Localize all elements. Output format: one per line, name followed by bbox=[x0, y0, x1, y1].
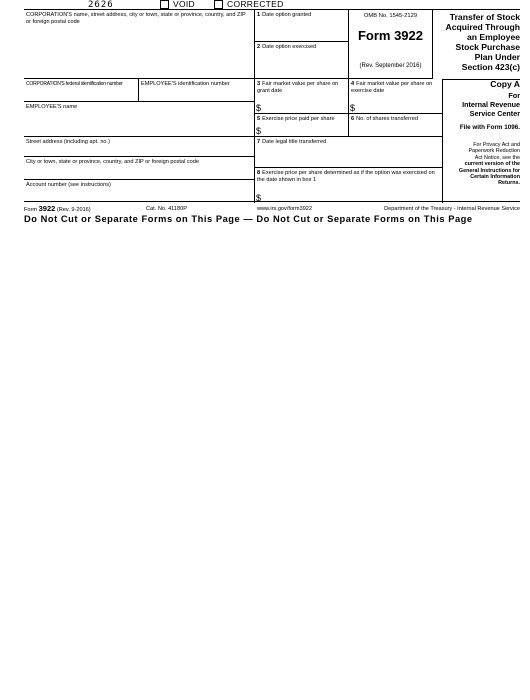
footer-catalog-number: Cat. No. 41180P bbox=[146, 206, 187, 212]
box3-dollar-sign: $ bbox=[256, 103, 262, 113]
void-label: VOID bbox=[173, 0, 195, 9]
footer-url-link[interactable]: www.irs.gov/form3922 bbox=[257, 206, 313, 212]
box1-label: Date option granted bbox=[262, 12, 312, 18]
box2-number: 2 bbox=[257, 44, 261, 50]
account-number-label: Account number (see instructions) bbox=[26, 182, 111, 188]
form-title-line: Transfer of Stock bbox=[449, 12, 520, 22]
city-state-field[interactable] bbox=[24, 157, 255, 180]
footer-form-revision: (Rev. 9-2016) bbox=[56, 207, 91, 213]
corporation-fid-field[interactable] bbox=[24, 79, 139, 102]
form-title-line: Stock Purchase bbox=[455, 42, 520, 52]
corrected-checkbox-group[interactable] bbox=[214, 0, 284, 9]
box1-number: 1 bbox=[257, 12, 261, 18]
street-address-label: Street address (including apt. no.) bbox=[26, 139, 110, 145]
void-checkbox[interactable] bbox=[160, 0, 169, 9]
employee-id-field[interactable] bbox=[139, 79, 255, 102]
privacy-notice bbox=[414, 142, 520, 187]
city-state-label: City or town, state or province, country, and ZIP or foreign postal code bbox=[26, 159, 199, 165]
employee-name-field[interactable] bbox=[24, 102, 255, 137]
account-number-field[interactable] bbox=[24, 180, 255, 203]
box7-number: 7 bbox=[257, 139, 261, 145]
form-title bbox=[414, 12, 520, 72]
revision-date: (Rev. September 2016) bbox=[359, 63, 422, 69]
street-address-field[interactable] bbox=[24, 137, 255, 157]
form-title-line: Plan Under bbox=[474, 52, 520, 62]
privacy-line: Returns. bbox=[498, 180, 520, 187]
box5-number: 5 bbox=[257, 116, 261, 122]
box5-label: Exercise price paid per share bbox=[262, 116, 335, 122]
void-checkbox-group[interactable] bbox=[160, 0, 195, 9]
box6-number: 6 bbox=[351, 116, 355, 122]
box2-date-exercised-field[interactable] bbox=[255, 42, 349, 79]
footer-department: Department of the Treasury - Internal Revenue Service bbox=[384, 206, 520, 212]
privacy-line: Certain Information bbox=[470, 174, 520, 181]
corrected-label: CORRECTED bbox=[227, 0, 284, 9]
file-with-note: File with Form 1096. bbox=[459, 124, 520, 131]
form-title-line: Acquired Through bbox=[445, 22, 520, 32]
box5-dollar-sign: $ bbox=[256, 126, 262, 136]
copy-recipient-line: Internal Revenue bbox=[462, 100, 520, 109]
corporation-name-address-label: CORPORATION'S name, street address, city or town, state or province, country, and ZIP or foreign postal code bbox=[26, 12, 246, 25]
privacy-line: General Instructions for bbox=[458, 167, 520, 174]
footer-form-number: 3922 bbox=[38, 204, 56, 213]
privacy-line: current version of the bbox=[464, 161, 520, 168]
box4-number: 4 bbox=[351, 81, 355, 87]
form-number: Form 3922 bbox=[357, 28, 424, 43]
corporation-fid-label: CORPORATION'S federal identification number bbox=[26, 81, 123, 87]
do-not-cut-notice: Do Not Cut or Separate Forms on This Page — Do Not Cut or Separate Forms on This Page bbox=[24, 214, 473, 224]
box3-fmv-grant-field[interactable] bbox=[255, 79, 349, 114]
copy-for-label: For bbox=[508, 91, 520, 100]
box8-number: 8 bbox=[257, 170, 261, 176]
omb-number: OMB No. 1545-2129 bbox=[363, 13, 418, 19]
form-title-line: Section 423(c) bbox=[461, 62, 520, 72]
copy-recipient-line: Service Center bbox=[469, 109, 520, 118]
copy-recipient bbox=[414, 100, 520, 118]
copy-designation: Copy A bbox=[490, 79, 520, 89]
corrected-checkbox[interactable] bbox=[214, 0, 223, 9]
box2-label: Date option exercised bbox=[262, 44, 317, 50]
employee-name-label: EMPLOYEE'S name bbox=[26, 104, 78, 110]
privacy-line: Paperwork Reduction bbox=[468, 148, 520, 155]
privacy-line: Act Notice, see the bbox=[474, 154, 520, 161]
footer-form-word: Form bbox=[24, 207, 38, 213]
box4-label: Fair market value per share on exercise date bbox=[351, 81, 433, 94]
box7-label: Date legal title transferred bbox=[262, 139, 327, 145]
corporation-name-address-field[interactable] bbox=[24, 10, 255, 79]
privacy-line: For Privacy Act and bbox=[473, 142, 520, 148]
form-title-line: an Employee bbox=[466, 32, 520, 42]
box5-exercise-price-field[interactable] bbox=[255, 114, 349, 137]
box1-date-granted-field[interactable] bbox=[255, 10, 349, 42]
box8-label: Exercise price per share determined as if the option was exercised on the date shown in box 1 bbox=[257, 170, 435, 183]
form-code: 2626 bbox=[88, 0, 114, 10]
box6-label: No. of shares transferred bbox=[356, 116, 418, 122]
box3-label: Fair market value per share on grant date bbox=[257, 81, 339, 94]
box3-number: 3 bbox=[257, 81, 261, 87]
form-footer bbox=[24, 205, 520, 213]
box8-dollar-sign: $ bbox=[256, 193, 262, 203]
employee-id-label: EMPLOYEE'S identification number bbox=[141, 81, 230, 87]
box4-dollar-sign: $ bbox=[350, 103, 356, 113]
